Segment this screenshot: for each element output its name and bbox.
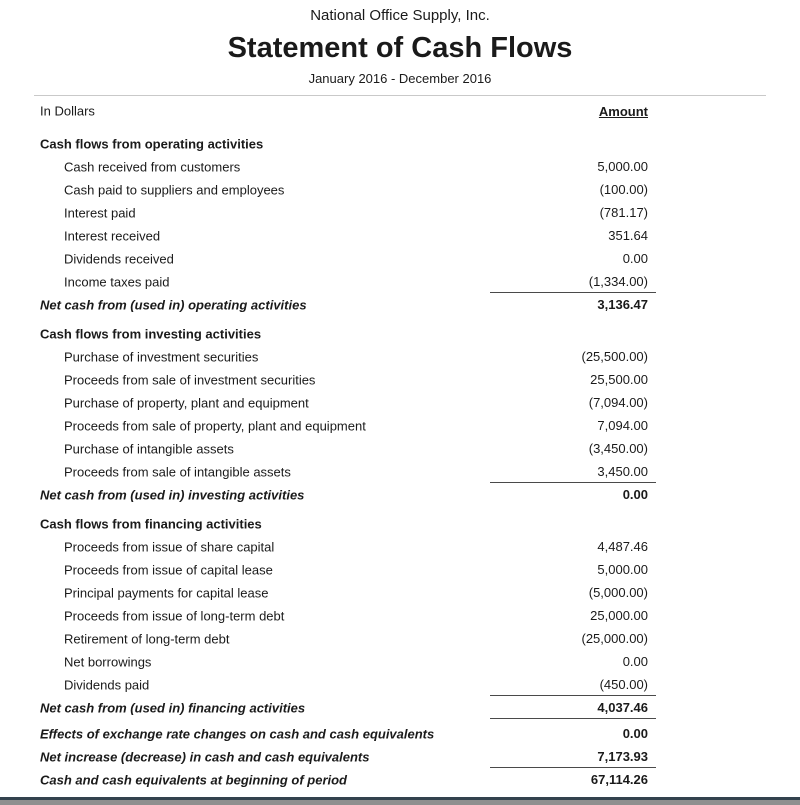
- line-item: [0, 581, 800, 604]
- line-item-amount: (7,094.00): [588, 395, 648, 410]
- line-item-amount: 7,094.00: [597, 418, 648, 433]
- line-item-label: Proceeds from sale of property, plant and equipment: [64, 418, 366, 433]
- line-item-amount: (781.17): [599, 205, 648, 220]
- line-item-label: Cash received from customers: [64, 159, 241, 174]
- line-item: [0, 604, 800, 627]
- line-item-amount: (25,000.00): [581, 631, 648, 646]
- line-item-label: Principal payments for capital lease: [64, 585, 269, 600]
- summary-row-label: Cash and cash equivalents at beginning of period: [40, 772, 347, 787]
- summary-row-label: Effects of exchange rate changes on cash and cash equivalents: [40, 726, 435, 741]
- section-total-amount: 0.00: [622, 487, 648, 502]
- line-item-amount: 25,500.00: [590, 372, 648, 387]
- line-item-amount: 25,000.00: [590, 608, 648, 623]
- section-total-label: Net cash from (used in) financing activities: [40, 700, 306, 715]
- summary-row-amount: 7,173.93: [490, 745, 656, 768]
- line-item-amount: (25,500.00): [581, 349, 648, 364]
- section-total: [0, 483, 800, 506]
- company-name: National Office Supply, Inc.: [310, 7, 490, 24]
- section-total-amount: 3,136.47: [597, 297, 648, 312]
- line-item: [0, 460, 800, 483]
- line-item-amount: (1,334.00): [490, 270, 656, 293]
- line-item-amount: 5,000.00: [597, 562, 648, 577]
- line-item-label: Dividends received: [64, 251, 174, 266]
- line-item-label: Income taxes paid: [64, 274, 170, 289]
- line-item: [0, 391, 800, 414]
- summary-row: [0, 745, 800, 768]
- report-period: January 2016 - December 2016: [308, 71, 492, 86]
- line-item: [0, 247, 800, 270]
- section-heading: [0, 322, 800, 345]
- line-item-amount: 5,000.00: [597, 159, 648, 174]
- column-header-currency: In Dollars: [40, 103, 95, 119]
- line-item-amount: 3,450.00: [490, 460, 656, 483]
- bottom-border-gray-line: [0, 800, 800, 805]
- section-heading: [0, 132, 800, 155]
- section-heading-label: Cash flows from investing activities: [40, 326, 262, 341]
- line-item: [0, 368, 800, 391]
- summary-row: [0, 722, 800, 745]
- line-item: [0, 535, 800, 558]
- line-item-label: Proceeds from issue of long-term debt: [64, 608, 285, 623]
- line-item-amount: (5,000.00): [588, 585, 648, 600]
- line-item-amount: (3,450.00): [588, 441, 648, 456]
- line-item: [0, 178, 800, 201]
- report-body: [0, 132, 800, 805]
- line-item-label: Interest paid: [64, 205, 136, 220]
- line-item-amount: (100.00): [599, 182, 648, 197]
- line-item-amount: 0.00: [622, 654, 648, 669]
- line-item: [0, 155, 800, 178]
- line-item: [0, 627, 800, 650]
- line-item-label: Proceeds from sale of investment securities: [64, 372, 316, 387]
- line-item-label: Purchase of investment securities: [64, 349, 259, 364]
- line-item: [0, 345, 800, 368]
- line-item-amount: 0.00: [622, 251, 648, 266]
- line-item: [0, 270, 800, 293]
- line-item: [0, 650, 800, 673]
- line-item: [0, 201, 800, 224]
- line-item-amount: 351.64: [608, 228, 648, 243]
- summary-row-amount: 0.00: [622, 726, 648, 741]
- line-item-label: Dividends paid: [64, 677, 150, 692]
- summary-row-amount: 67,114.26: [590, 772, 648, 787]
- report-header: [0, 0, 800, 88]
- column-header-amount: Amount: [598, 103, 648, 119]
- report-title: Statement of Cash Flows: [227, 32, 573, 64]
- line-item-label: Cash paid to suppliers and employees: [64, 182, 285, 197]
- line-item-label: Purchase of intangible assets: [64, 441, 234, 456]
- section-heading: [0, 512, 800, 535]
- line-item-label: Interest received: [64, 228, 161, 243]
- line-item-label: Proceeds from issue of capital lease: [64, 562, 273, 577]
- line-item-amount: 4,487.46: [597, 539, 648, 554]
- line-item: [0, 414, 800, 437]
- section-total: [0, 293, 800, 316]
- line-item-label: Retirement of long-term debt: [64, 631, 230, 646]
- line-item: [0, 437, 800, 460]
- section-heading-label: Cash flows from financing activities: [40, 516, 262, 531]
- bottom-border: [0, 797, 800, 805]
- section-total-label: Net cash from (used in) operating activities: [40, 297, 307, 312]
- line-item: [0, 558, 800, 581]
- section-total-label: Net cash from (used in) investing activities: [40, 487, 305, 502]
- column-header-row: [0, 96, 800, 126]
- line-item-label: Net borrowings: [64, 654, 152, 669]
- line-item: [0, 224, 800, 247]
- line-item-label: Proceeds from sale of intangible assets: [64, 464, 291, 479]
- summary-row: [0, 768, 800, 791]
- line-item-label: Proceeds from issue of share capital: [64, 539, 275, 554]
- section-total: [0, 696, 800, 719]
- section-total-amount: 4,037.46: [490, 696, 656, 719]
- section-heading-label: Cash flows from operating activities: [40, 136, 264, 151]
- line-item: [0, 673, 800, 696]
- line-item-label: Purchase of property, plant and equipment: [64, 395, 309, 410]
- line-item-amount: (450.00): [490, 673, 656, 696]
- summary-row-label: Net increase (decrease) in cash and cash equivalents: [40, 749, 370, 764]
